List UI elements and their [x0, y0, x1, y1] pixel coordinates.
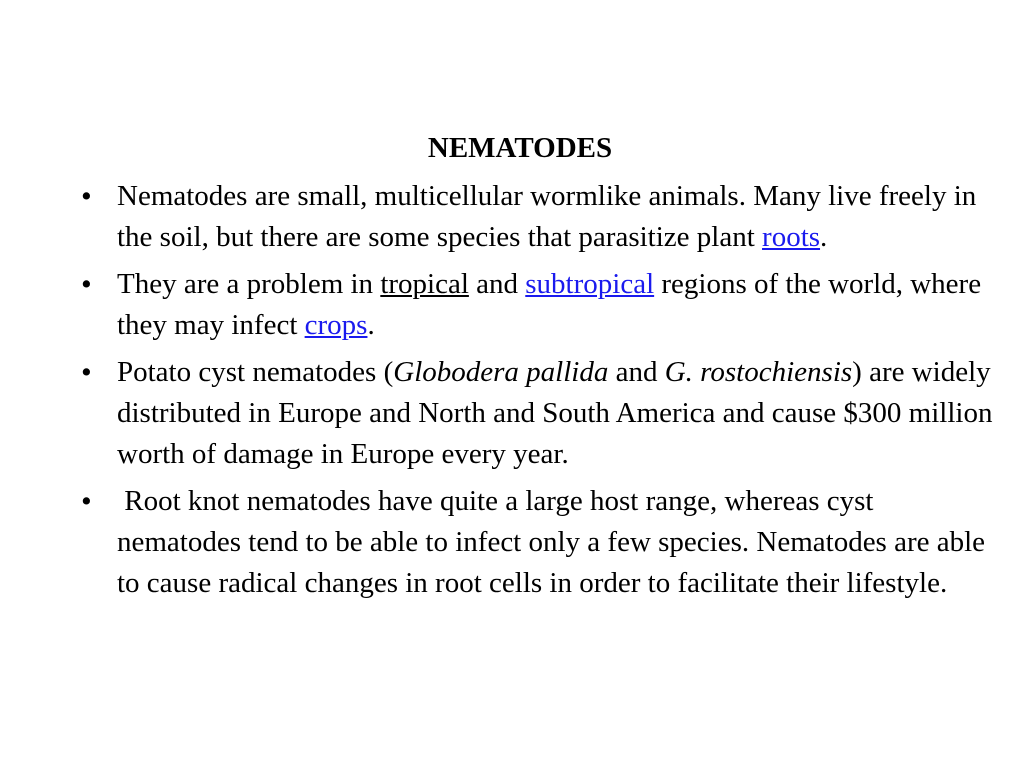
bullet-item-4: [0, 481, 1000, 604]
bullet-icon: •: [79, 182, 94, 211]
bullet-text: .: [820, 221, 828, 253]
species-name-globodera-pallida: Globodera pallida: [393, 356, 609, 388]
bullet-text: .: [367, 309, 375, 341]
bullet-text: Nematodes are small, multicellular wormlike animals. Many live freely in the soil, but there are some species that parasitize plant: [117, 180, 977, 253]
bullet-list: [0, 176, 1000, 610]
bullet-icon: •: [79, 270, 94, 299]
bullet-text: ) are widely distributed in Europe and North and South America and cause $300 million worth of damage in Europe every year.: [117, 356, 993, 470]
bullet-icon: •: [79, 487, 94, 516]
bullet-text: and: [608, 356, 665, 388]
bullet-item-2: [0, 264, 1000, 346]
bullet-text: Potato cyst nematodes (: [117, 356, 394, 388]
bullet-text: regions of the world, where they may infect: [117, 268, 982, 341]
underlined-tropical: tropical: [380, 268, 469, 300]
link-subtropical[interactable]: subtropical: [525, 268, 655, 300]
slide-title: NEMATODES: [427, 132, 613, 164]
bullet-text: They are a problem in: [117, 268, 381, 300]
species-name-g-rostochiensis: G. rostochiensis: [664, 356, 853, 388]
bullet-text: and: [468, 268, 526, 300]
bullet-text: Root knot nematodes have quite a large host range, whereas cyst nematodes tend to be able to infect only a few species. Nematodes are able to cause radical changes in root cells in order to facilitate their lifestyle.: [117, 485, 993, 599]
link-crops[interactable]: crops: [304, 309, 368, 341]
bullet-item-1: [0, 176, 1000, 258]
bullet-icon: •: [79, 358, 94, 387]
link-roots[interactable]: roots: [762, 221, 821, 253]
bullet-item-3: [0, 352, 1000, 475]
